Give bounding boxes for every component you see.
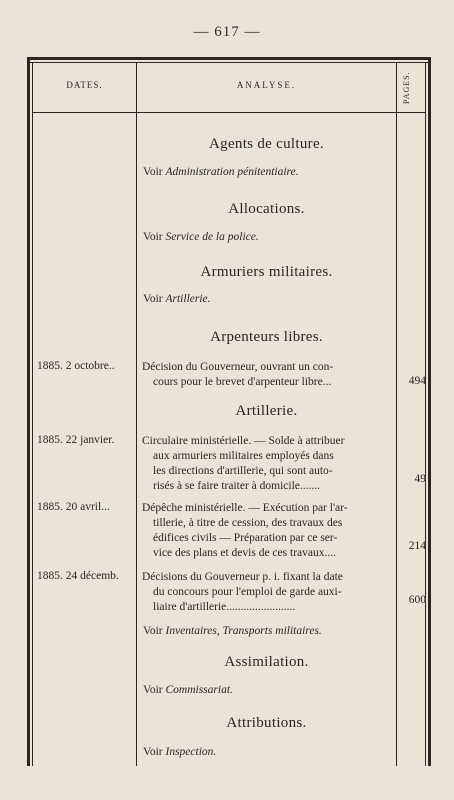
see-also-label: Voir <box>143 625 163 637</box>
column-header-analyse: ANALYSE. <box>236 80 297 90</box>
see-also-reference[interactable]: Artillerie. <box>165 293 211 305</box>
entry-date: 1885. 22 janvier. <box>37 434 115 446</box>
entry-line: tillerie, à titre de cession, des travaux des <box>153 517 343 529</box>
frame-rule-top-inner <box>27 62 431 63</box>
see-also-label: Voir <box>143 684 163 696</box>
entry-analysis <box>142 360 394 390</box>
entry-line: Décisions du Gouverneur p. i. fixant la date <box>142 571 343 583</box>
column-header-dates: DATES. <box>66 80 103 90</box>
see-also <box>143 746 393 758</box>
frame-rule-left-inner <box>32 62 33 766</box>
entry-line: du concours pour l'emploi de garde auxi- <box>153 586 342 598</box>
entry-line: Circulaire ministérielle. — Solde à attribuer <box>142 435 345 447</box>
entry-line: cours pour le brevet d'arpenteur libre... <box>153 376 332 388</box>
entry-line: liaire d'artillerie........................ <box>153 601 296 613</box>
page-number: — 617 — <box>193 24 261 40</box>
entry-line: les directions d'artillerie, qui sont auto- <box>153 465 333 477</box>
frame-rule-right <box>428 57 431 766</box>
column-divider-pages <box>396 62 397 766</box>
entry-analysis <box>142 501 394 561</box>
see-also <box>143 231 393 243</box>
section-heading: Allocations. <box>228 201 305 217</box>
section-heading: Armuriers militaires. <box>200 264 333 280</box>
entry-line: édifices civils — Préparation par ce ser- <box>153 532 338 544</box>
entry-date: 1885. 24 décemb. <box>37 570 119 582</box>
frame-rule-left <box>27 57 30 766</box>
column-header-pages: PAGES. <box>402 71 411 105</box>
entry-line: aux armuriers militaires employés dans <box>153 450 334 462</box>
see-also <box>143 166 393 178</box>
entry-line: Décision du Gouverneur, ouvrant un con- <box>142 361 334 373</box>
frame-rule-right-inner <box>425 62 426 766</box>
see-also-label: Voir <box>143 166 163 178</box>
header-rule <box>33 112 425 113</box>
page-reference[interactable]: 214 <box>408 540 426 552</box>
see-also <box>143 684 393 696</box>
section-heading: Assimilation. <box>224 654 309 670</box>
entry-date: 1885. 2 octobre.. <box>37 360 115 372</box>
entry-line: vice des plans et devis de ces travaux.... <box>153 547 336 559</box>
see-also-reference[interactable]: Administration pénitentiaire. <box>165 166 299 178</box>
page-reference[interactable]: 600 <box>408 594 426 606</box>
section-heading: Agents de culture. <box>209 136 324 152</box>
page-reference[interactable]: 494 <box>408 375 426 387</box>
page-reference[interactable]: 49 <box>414 473 426 485</box>
see-also <box>143 293 393 305</box>
frame-rule-top <box>27 57 431 60</box>
entry-date: 1885. 20 avril... <box>37 501 110 513</box>
see-also <box>143 625 393 637</box>
entry-line: Dépêche ministérielle. — Exécution par l'ar- <box>142 502 348 514</box>
section-heading: Attributions. <box>226 715 307 731</box>
see-also-label: Voir <box>143 293 163 305</box>
see-also-reference[interactable]: Commissariat. <box>165 684 233 696</box>
entry-analysis <box>142 434 394 494</box>
see-also-reference[interactable]: Service de la police. <box>165 231 259 243</box>
see-also-reference[interactable]: Inventaires, Transports militaires. <box>165 625 322 637</box>
entry-analysis <box>142 570 394 615</box>
entry-line: risés à se faire traiter à domicile....... <box>153 480 320 492</box>
see-also-reference[interactable]: Inspection. <box>165 746 217 758</box>
see-also-label: Voir <box>143 231 163 243</box>
section-heading: Arpenteurs libres. <box>210 329 323 345</box>
see-also-label: Voir <box>143 746 163 758</box>
section-heading: Artillerie. <box>235 403 298 419</box>
